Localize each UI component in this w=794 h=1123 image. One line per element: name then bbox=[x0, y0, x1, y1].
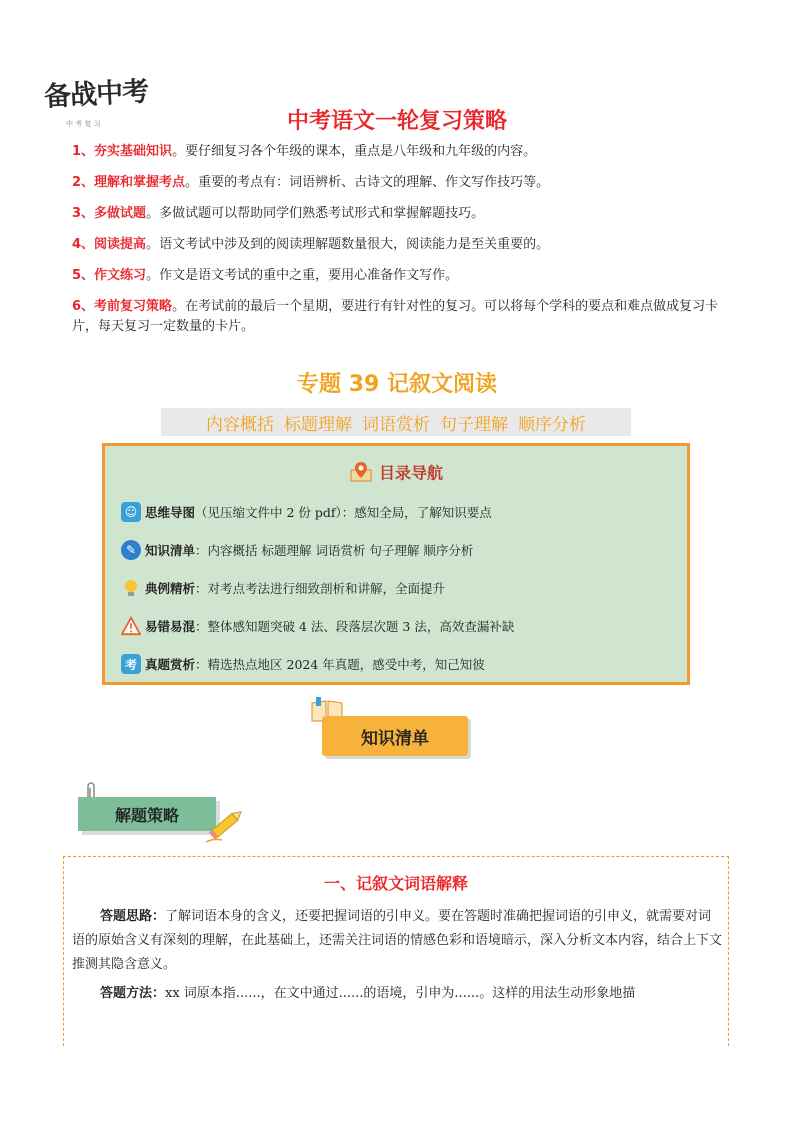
toc-row-mindmap[interactable]: ☺ 思维导图 （见压缩文件中 2 份 pdf）：感知全局，了解知识要点 bbox=[121, 502, 492, 522]
strategy-item: 1、夯实基础知识。要仔细复习各个年级的课本，重点是八年级和九年级的内容。 bbox=[72, 144, 537, 159]
topic-tag: 内容概括 bbox=[206, 414, 274, 435]
topic-tag: 顺序分析 bbox=[518, 414, 586, 435]
warning-icon bbox=[121, 616, 141, 636]
strategy-key: 理解和掌握考点 bbox=[94, 175, 186, 190]
strategy-item: 6、考前复习策略。在考试前的最后一个星期，要进行有针对性的复习。可以将每个学科的要点和难点做成复习卡片，每天复习一定数量的卡片。 bbox=[72, 299, 719, 334]
toc-heading: 目录导航 bbox=[105, 460, 687, 488]
strategy-text: 。在考试前的最后一个星期，要进行有针对性的复习。可以将每个学科的要点和难点做成复习卡片，每天复习一定数量的卡片。 bbox=[72, 299, 719, 334]
page-title: 中考语文一轮复习策略 bbox=[286, 109, 507, 134]
strategy-item: 3、多做试题。多做试题可以帮助同学们熟悉考试形式和掌握解题技巧。 bbox=[72, 206, 485, 221]
strategy-text: 。重要的考点有：词语辨析、古诗文的理解、作文写作技巧等。 bbox=[185, 175, 550, 190]
toc-row-checklist[interactable]: ✎ 知识清单 ：内容概括 标题理解 词语赏析 句子理解 顺序分析 bbox=[121, 540, 473, 560]
strategy-key: 作文练习 bbox=[94, 268, 147, 283]
pencil-circle-icon: ✎ bbox=[121, 540, 141, 560]
knowledge-checklist-heading: 知识清单 bbox=[322, 716, 468, 756]
toc-row-mistakes[interactable]: 易错易混 ：整体感知题突破 4 法、段落层次题 3 法，高效查漏补缺 bbox=[121, 616, 514, 636]
pencil-icon bbox=[204, 804, 248, 850]
strategy-item: 5、作文练习。作文是语文考试的重中之重，要用心准备作文写作。 bbox=[72, 268, 459, 283]
topic-tag: 标题理解 bbox=[284, 414, 352, 435]
section-body bbox=[72, 905, 722, 1011]
topic-tag: 词语赏析 bbox=[362, 414, 430, 435]
logo-subtext: 中 考 复 习 bbox=[66, 120, 101, 128]
topic-tag: 句子理解 bbox=[440, 414, 508, 435]
map-pin-icon bbox=[349, 460, 373, 488]
strategy-text: 。多做试题可以帮助同学们熟悉考试形式和掌握解题技巧。 bbox=[146, 206, 485, 221]
strategy-list bbox=[72, 142, 732, 348]
answer-approach: 答题思路：了解词语本身的含义，还要把握词语的引申义。要在答题时准确把握词语的引申义，就需要对词语的原始含义有深刻的理解，在此基础上，还需关注词语的情感色彩和语境暗示，深入分析文本内容，结合上下文推测其隐含意义。 bbox=[72, 909, 723, 972]
logo-text: 备战中考 bbox=[43, 76, 149, 113]
word-explanation-section bbox=[63, 856, 729, 1046]
solve-strategy-tag: 解题策略 bbox=[78, 797, 216, 831]
strategy-text: 。语文考试中涉及到的阅读理解题数量很大，阅读能力是至关重要的。 bbox=[146, 237, 550, 252]
toc-row-exams[interactable]: 考 真题赏析 ：精选热点地区 2024 年真题，感受中考，知己知彼 bbox=[121, 654, 485, 674]
strategy-key: 阅读提高 bbox=[94, 237, 147, 252]
toc-panel bbox=[102, 443, 690, 685]
strategy-item: 4、阅读提高。语文考试中涉及到的阅读理解题数量很大，阅读能力是至关重要的。 bbox=[72, 237, 550, 252]
brain-icon: ☺ bbox=[121, 502, 141, 522]
topic-title: 专题 39 记叙文阅读 bbox=[297, 372, 497, 397]
exam-icon: 考 bbox=[121, 654, 141, 674]
strategy-key: 夯实基础知识 bbox=[94, 144, 173, 159]
lightbulb-icon bbox=[121, 578, 141, 598]
strategy-text: 。作文是语文考试的重中之重，要用心准备作文写作。 bbox=[146, 268, 459, 283]
strategy-key: 多做试题 bbox=[94, 206, 147, 221]
toc-row-examples[interactable]: 典例精析 ：对考点考法进行细致剖析和讲解，全面提升 bbox=[121, 578, 445, 598]
strategy-item: 2、理解和掌握考点。重要的考点有：词语辨析、古诗文的理解、作文写作技巧等。 bbox=[72, 175, 550, 190]
topic-tags bbox=[161, 408, 631, 436]
section-title: 一、记叙文词语解释 bbox=[323, 874, 468, 893]
answer-method: 答题方法：xx 词原本指......，在文中通过......的语境，引申为......。这样的用法生动形象地描 bbox=[100, 986, 636, 1001]
strategy-text: 。要仔细复习各个年级的课本，重点是八年级和九年级的内容。 bbox=[172, 144, 537, 159]
strategy-key: 考前复习策略 bbox=[94, 299, 173, 314]
